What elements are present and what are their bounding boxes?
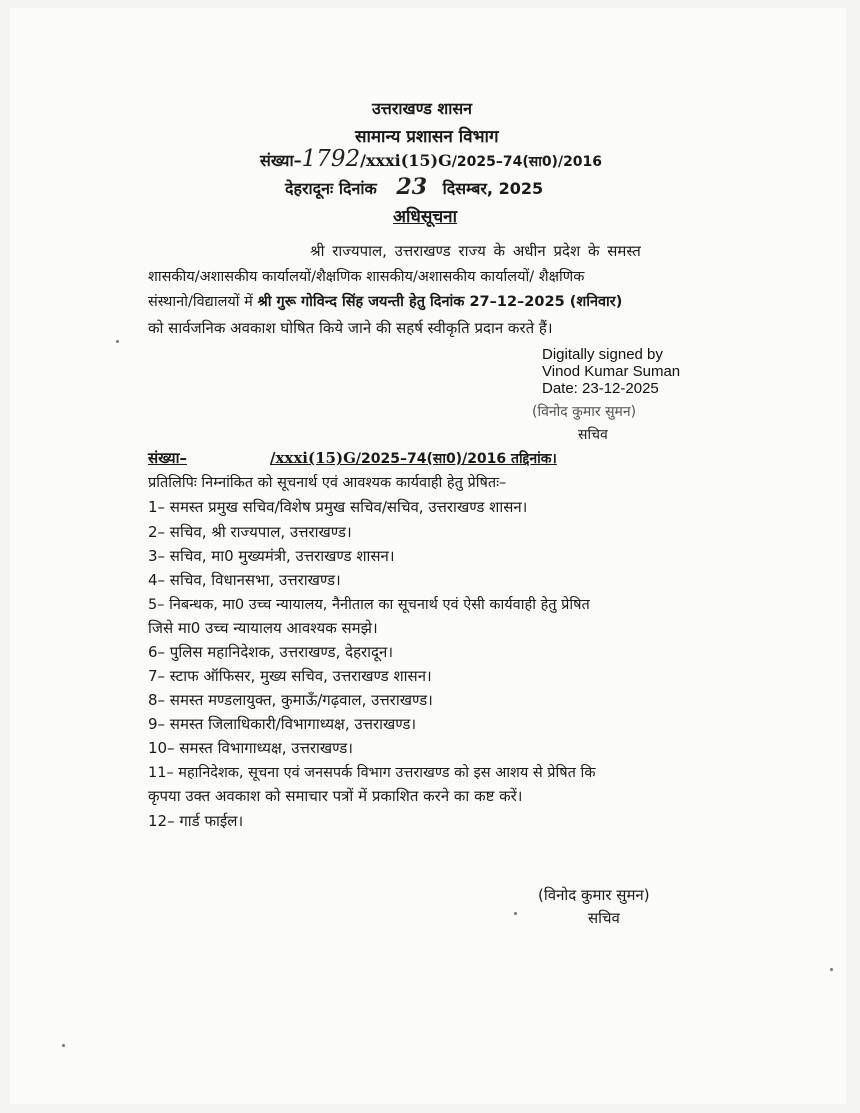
notice-line-3 bbox=[148, 291, 622, 311]
copy-intro: प्रतिलिपिः निम्नांकित को सूचनार्थ एवं आवश्यक कार्यवाही हेतु प्रेषितः– bbox=[148, 475, 507, 491]
copy-item-12: 12– गार्ड फाईल। bbox=[148, 812, 244, 830]
signatory-bottom-designation: सचिव bbox=[588, 909, 620, 927]
copy-ref-bold: /xxxi(15)G bbox=[270, 449, 356, 467]
copy-reference bbox=[148, 448, 557, 468]
handwritten-day: 23 bbox=[396, 174, 428, 200]
digital-signature-stamp bbox=[542, 346, 680, 397]
copy-item-8: 8– समस्त मण्डलायुक्त, कुमाऊँ/गढ़वाल, उत्तराखण्ड। bbox=[148, 691, 433, 709]
copy-item-7: 7– स्टाफ ऑफिसर, मुख्य सचिव, उत्तराखण्ड शासन। bbox=[148, 667, 432, 685]
govt-name: उत्तराखण्ड शासन bbox=[372, 99, 473, 118]
copy-item-1: 1– समस्त प्रमुख सचिव/विशेष प्रमुख सचिव/सचिव, उत्तराखण्ड शासन। bbox=[148, 498, 528, 516]
handwritten-ref-number: 1792 bbox=[301, 146, 361, 172]
scan-speck bbox=[514, 912, 517, 915]
copy-item-4: 4– सचिव, विधानसभा, उत्तराखण्ड। bbox=[148, 571, 341, 589]
signatory-top-designation: सचिव bbox=[578, 427, 608, 443]
ref-bold-part: /xxxi(15)G bbox=[360, 151, 452, 170]
scan-speck bbox=[830, 968, 833, 971]
copy-item-11: 11– महानिदेशक, सूचना एवं जनसपर्क विभाग उत्तराखण्ड को इस आशय से प्रेषित कि bbox=[148, 765, 596, 781]
scan-speck bbox=[62, 1044, 65, 1047]
copy-item-2: 2– सचिव, श्री राज्यपाल, उत्तराखण्ड। bbox=[148, 523, 352, 541]
notice-title: अधिसूचना bbox=[393, 207, 457, 227]
document-page bbox=[10, 8, 846, 1104]
copy-item-6: 6– पुलिस महानिदेशक, उत्तराखण्ड, देहरादून। bbox=[148, 643, 394, 661]
dsig-line-2: Vinod Kumar Suman bbox=[542, 363, 681, 380]
copy-item-5: 5– निबन्धक, मा0 उच्च न्यायालय, नैनीताल का सूचनार्थ एवं ऐसी कार्यवाही हेतु प्रेषित bbox=[148, 597, 590, 613]
place-date-suffix: दिसम्बर, 2025 bbox=[442, 179, 544, 198]
dsig-line-3: Date: 23-12-2025 bbox=[542, 380, 659, 397]
notice-line-3-a: संस्थानो/विद्यालयों में bbox=[148, 294, 258, 310]
copy-item-9: 9– समस्त जिलाधिकारी/विभागाध्यक्ष, उत्तराखण्ड। bbox=[148, 715, 417, 733]
dsig-line-1: Digitally signed by bbox=[542, 346, 663, 363]
copy-item-3: 3– सचिव, मा0 मुख्यमंत्री, उत्तराखण्ड शासन। bbox=[148, 547, 395, 565]
department-name: सामान्य प्रशासन विभाग bbox=[355, 127, 499, 147]
copy-item-11-cont: कृपया उक्त अवकाश को समाचार पत्रों में प्रकाशित करने का कष्ट करें। bbox=[148, 787, 523, 805]
scan-speck bbox=[116, 340, 119, 343]
copy-ref-prefix: संख्या– bbox=[148, 449, 188, 467]
notice-line-3-b: श्री गुरू गोविन्द सिंह जयन्ती हेतु दिनांक 27–12–2025 (शनिवार) bbox=[257, 294, 623, 310]
notice-line-2: शासकीय/अशासकीय कार्यालयों/शैक्षणिक शासकीय/अशासकीय कार्यालयों/ शैक्षणिक bbox=[148, 269, 585, 285]
ref-rest-part: /2025–74(सा0)/2016 bbox=[451, 154, 603, 170]
copy-item-10: 10– समस्त विभागाध्यक्ष, उत्तराखण्ड। bbox=[148, 739, 353, 757]
notice-line-4: को सार्वजनिक अवकाश घोषित किये जाने की सहर्ष स्वीकृति प्रदान करते हैं। bbox=[148, 319, 553, 337]
place-date-prefix: देहरादूनः दिनांक bbox=[285, 179, 377, 198]
notice-line-1: श्री राज्यपाल, उत्तराखण्ड राज्य के अधीन प्रदेश के समस्त bbox=[310, 242, 641, 260]
signatory-top-name: (विनोद कुमार सुमन) bbox=[532, 404, 637, 420]
reference-number bbox=[260, 146, 602, 172]
place-date-line bbox=[285, 174, 543, 200]
ref-prefix: संख्या– bbox=[260, 151, 302, 170]
copy-ref-rest: /2025–74(सा0)/2016 तद्दिनांक। bbox=[355, 451, 557, 467]
signatory-bottom-name: (विनोद कुमार सुमन) bbox=[538, 886, 650, 904]
copy-item-5-cont: जिसे मा0 उच्च न्यायालय आवश्यक समझे। bbox=[148, 619, 378, 637]
